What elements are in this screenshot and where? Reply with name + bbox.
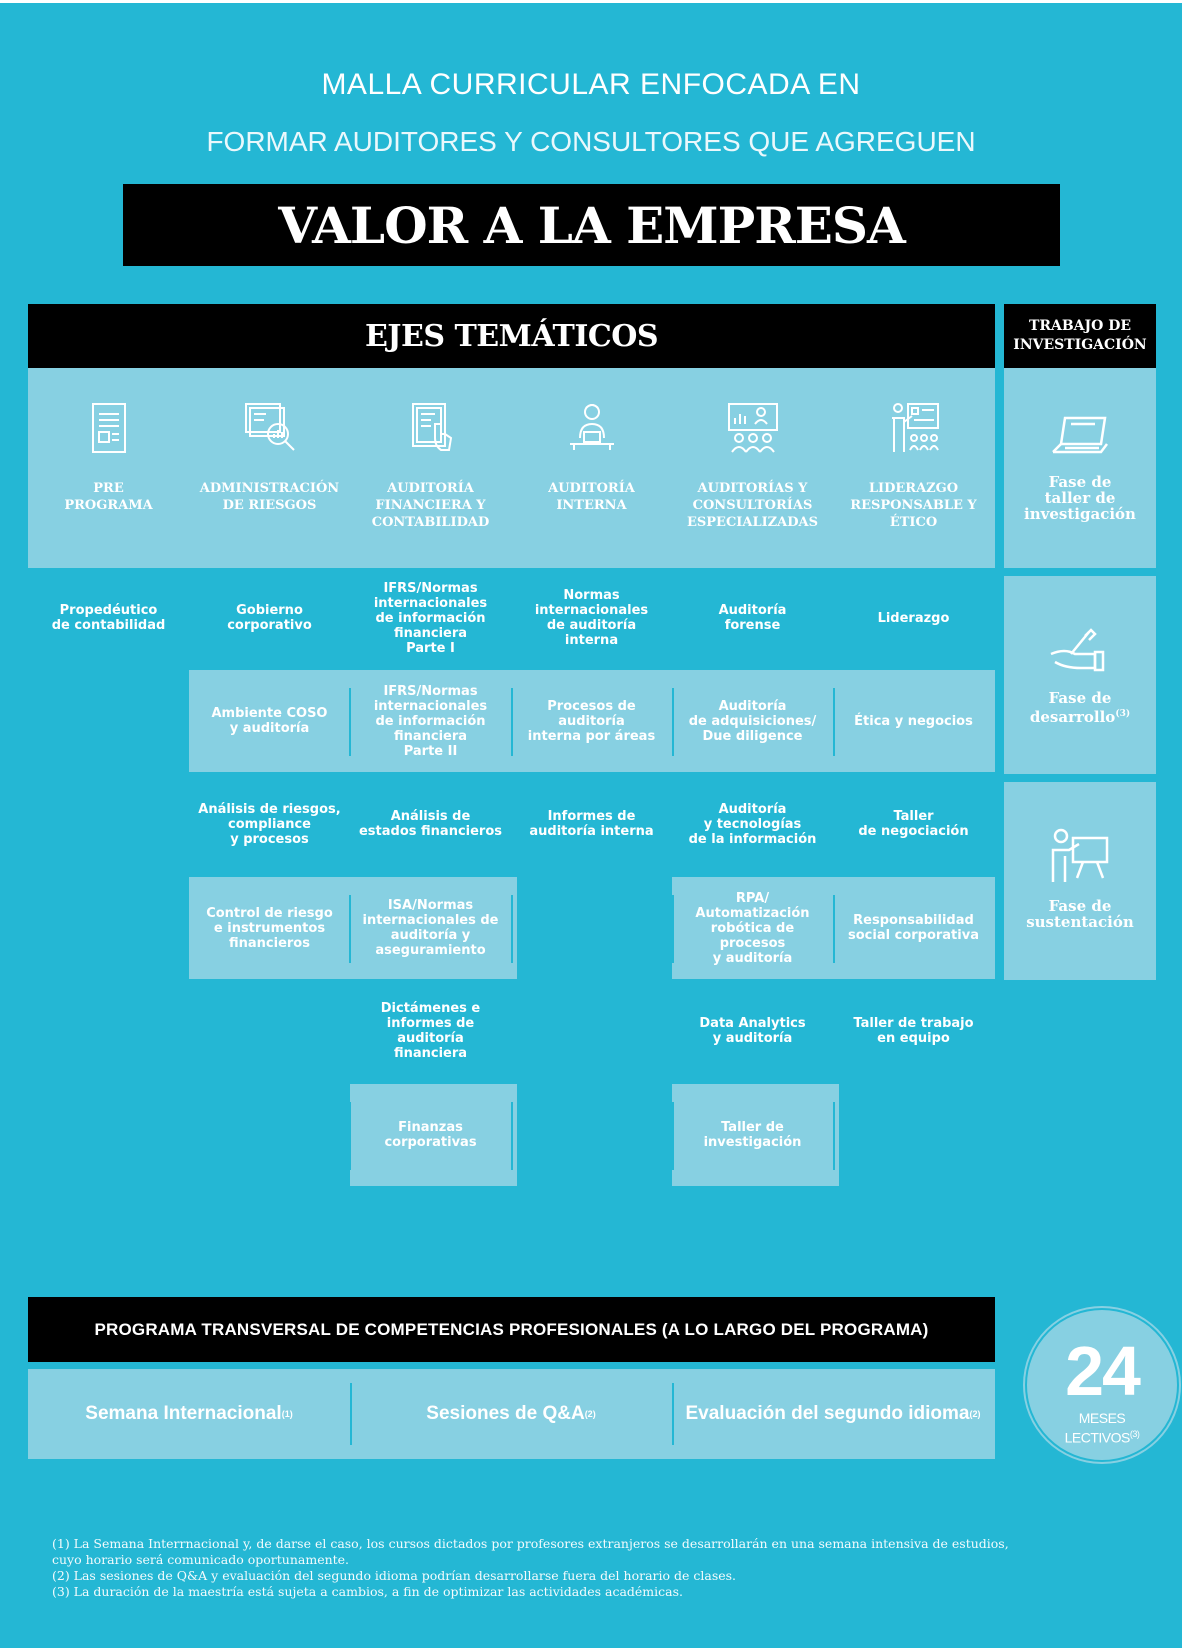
document-icon <box>79 398 139 458</box>
header-line-1: MALLA CURRICULAR ENFOCADA EN <box>321 68 861 101</box>
chart-magnifier-icon <box>240 398 300 458</box>
presenter-icon <box>1045 826 1115 896</box>
course-procesos-auditoria: Procesos de auditoría interna por áreas <box>527 698 656 744</box>
footnote-1: (1) La Semana Interrnacional y, de darse el caso, los cursos dictados por profesores extranjeros se desarrollarán en una semana intensiva de estudios, <box>52 1536 1009 1551</box>
duration-badge <box>1025 1308 1179 1462</box>
course-taller-investigacion: Taller de investigación <box>703 1120 802 1150</box>
course-ifrs-parte-2: IFRS/Normas internacionales de información financiera Parte II <box>373 683 488 759</box>
footnote-2: (2) Las sesiones de Q&A y evaluación del segundo idioma podrían desarrollarse fuera del horario de clases. <box>52 1568 737 1583</box>
axis-auditoria-interna <box>511 368 672 568</box>
course-taller-negociacion: Taller de negociación <box>858 809 969 839</box>
course-informes-auditoria: Informes de auditoría interna <box>529 809 654 839</box>
hand-pen-icon <box>1045 618 1115 688</box>
axis-pre-programa <box>28 368 189 568</box>
course-auditoria-forense: Auditoría forense <box>718 603 787 633</box>
presentation-audience-icon <box>723 398 783 458</box>
divider <box>511 895 513 963</box>
axis-label: ADMINISTRACIÓN DE RIESGOS <box>199 481 340 513</box>
axis-liderazgo <box>833 368 994 568</box>
phase-taller-investigacion <box>1004 368 1156 568</box>
phase-label: Fase de taller de investigación <box>1024 473 1136 523</box>
course-propedeutico: Propedéutico de contabilidad <box>51 603 166 633</box>
transversal-title: PROGRAMA TRANSVERSAL DE COMPETENCIAS PROFESIONALES (A LO LARGO DEL PROGRAMA) <box>28 1297 995 1362</box>
phase-label: Fase de desarrollo$^{(3)}$ <box>1029 689 1131 726</box>
course-control-riesgo: Control de riesgo e instrumentos financieros <box>206 905 333 951</box>
course-data-analytics: Data Analytics y auditoría <box>699 1016 806 1046</box>
transversal-panel <box>28 1369 995 1459</box>
phase-label: Fase de sustentación <box>1026 897 1134 931</box>
person-desk-icon <box>562 398 622 458</box>
course-taller-trabajo-equipo: Taller de trabajo en equipo <box>853 1016 974 1046</box>
trabajo-investigacion-title: TRABAJO DE INVESTIGACIÓN <box>1004 304 1156 368</box>
hand-document-icon <box>401 398 461 458</box>
course-auditoria-ti: Auditoría y tecnologías de la información <box>688 801 817 847</box>
duration-unit: MESES LECTIVOS$^{(3)}$ <box>1064 1410 1140 1446</box>
divider <box>833 1102 835 1170</box>
duration-number: 24 <box>1065 1332 1139 1410</box>
top-border <box>0 0 1182 3</box>
ejes-tematicos-title: EJES TEMÁTICOS <box>28 304 995 368</box>
axis-label: LIDERAZGO RESPONSABLE Y ÉTICO <box>850 481 977 530</box>
phase-sustentacion <box>1004 782 1156 980</box>
axis-auditoria-financiera <box>350 368 511 568</box>
course-normas-auditoria-interna: Normas internacionales de auditoría interna <box>534 588 649 648</box>
course-isa-normas: ISA/Normas internacionales de auditoría y aseguramiento <box>362 898 499 958</box>
axis-label: AUDITORÍAS Y CONSULTORÍAS ESPECIALIZADAS <box>686 481 819 530</box>
main-banner: VALOR A LA EMPRESA <box>123 184 1060 266</box>
course-finanzas-corporativas: Finanzas corporativas <box>384 1120 477 1150</box>
evaluacion-segundo-idioma: Evaluación del segundo idioma (2) <box>685 1403 981 1424</box>
footnote-3: (3) La duración de la maestría está sujeta a cambios, a fin de optimizar las actividades académicas. <box>52 1584 683 1599</box>
teacher-board-icon <box>884 398 944 458</box>
axis-label: AUDITORÍA FINANCIERA Y CONTABILIDAD <box>371 481 490 530</box>
course-analisis-estados: Análisis de estados financieros <box>358 809 503 839</box>
axis-label: AUDITORÍA INTERNA <box>548 481 635 513</box>
axis-label: PRE PROGRAMA <box>64 481 153 513</box>
footnotes <box>52 1536 1052 1600</box>
sesiones-qa: Sesiones de Q&A (2) <box>426 1403 596 1424</box>
course-rpa: RPA/ Automatización robótica de procesos y auditoría <box>695 890 810 966</box>
laptop-icon <box>1045 404 1115 474</box>
divider <box>511 1102 513 1170</box>
course-gobierno-corporativo: Gobierno corporativo <box>227 603 312 633</box>
course-dictamenes: Dictámenes e informes de auditoría financiera <box>380 1001 481 1061</box>
axes-panel <box>28 368 995 568</box>
course-ifrs-parte-1: IFRS/Normas internacionales de información financiera Parte I <box>373 580 488 656</box>
course-analisis-riesgos: Análisis de riesgos, compliance y procesos <box>198 801 341 847</box>
axis-administracion-riesgos <box>189 368 350 568</box>
semana-internacional: Semana Internacional (1) <box>85 1403 293 1424</box>
course-ambiente-coso: Ambiente COSO y auditoría <box>211 706 328 736</box>
course-auditoria-adquisiciones: Auditoría de adquisiciones/ Due diligence <box>688 698 817 744</box>
header-line-2: FORMAR AUDITORES Y CONSULTORES QUE AGREGUEN <box>206 126 976 157</box>
axis-auditorias-especializadas <box>672 368 833 568</box>
phase-desarrollo <box>1004 576 1156 774</box>
course-etica-negocios: Ética y negocios <box>854 713 973 729</box>
footnote-1-cont: cuyo horario será comunicado oportunamente. <box>52 1552 350 1567</box>
course-responsabilidad-social: Responsabilidad social corporativa <box>848 913 979 943</box>
course-liderazgo: Liderazgo <box>877 610 950 626</box>
